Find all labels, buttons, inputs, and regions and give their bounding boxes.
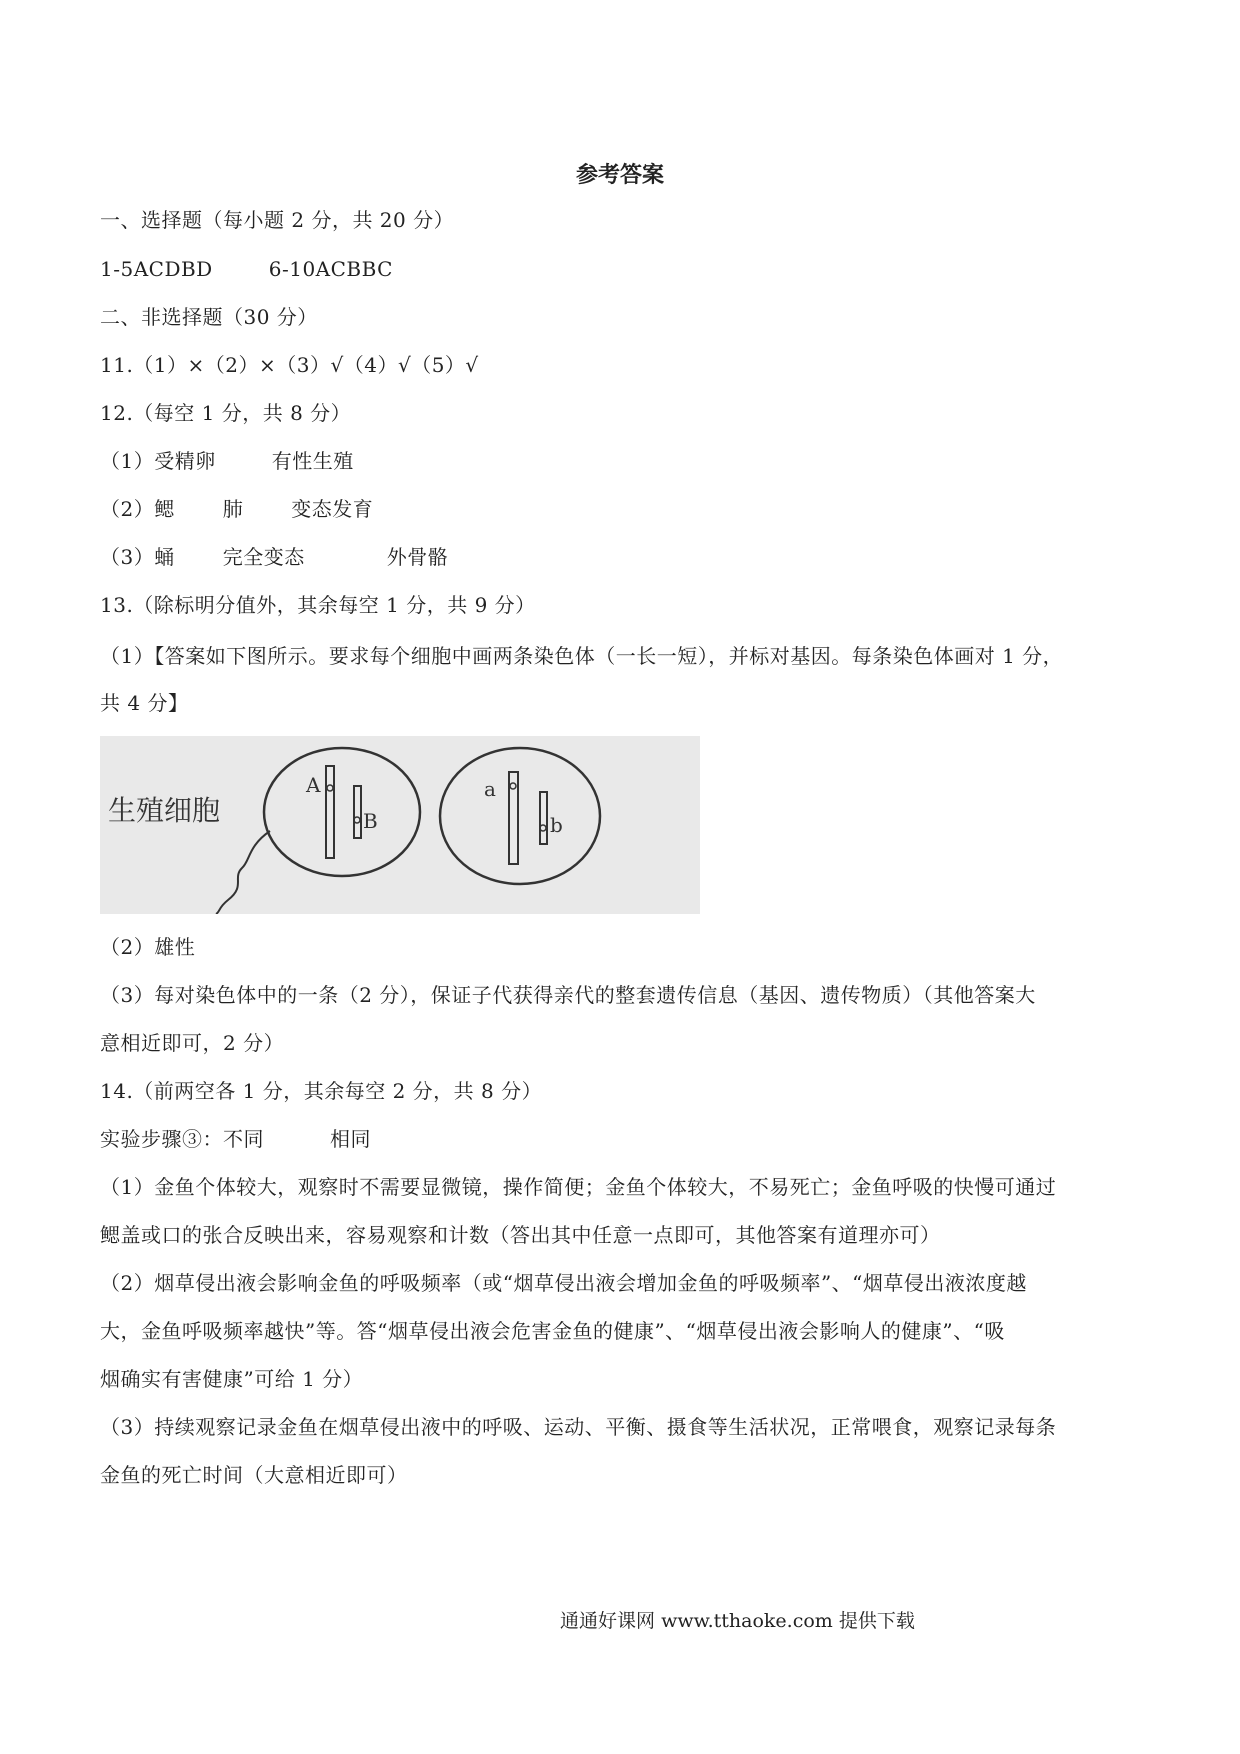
- q14-2-line-1: （2）烟草侵出液会影响金鱼的呼吸频率（或“烟草侵出液会增加金鱼的呼吸频率”、“烟草侵出液浓度越: [100, 1271, 1027, 1295]
- figure-label: 生殖细胞: [108, 794, 221, 827]
- page-title: 参考答案: [575, 162, 664, 188]
- q12-1-answer-b: 有性生殖: [271, 449, 354, 473]
- q12-3-answer-a: （3）蛹: [100, 545, 175, 569]
- q12-line-3: [100, 544, 1110, 570]
- q13-3-line-2: 意相近即可，2 分）: [100, 1031, 285, 1055]
- q12-2-answer-a: （2）鳃: [100, 497, 175, 521]
- choice-answers: [100, 256, 1110, 282]
- germ-cell-1: [264, 748, 420, 876]
- gene-label-B: B: [363, 809, 378, 833]
- gene-locus-A: [327, 785, 333, 791]
- q14-step: [100, 1126, 1110, 1152]
- q14-step-answer-b: 相同: [330, 1127, 371, 1151]
- q14-heading: 14.（前两空各 1 分，其余每空 2 分，共 8 分）: [100, 1079, 543, 1103]
- choice-answers-1-5: 1-5ACDBD: [100, 257, 213, 281]
- q14-step-answer-a: 实验步骤③：不同: [100, 1127, 264, 1151]
- q12-1-answer-a: （1）受精卵: [100, 449, 216, 473]
- q12-line-1: [100, 448, 1110, 474]
- q13-1-line-1: （1）【答案如下图所示。要求每个细胞中画两条染色体（一长一短），并标对基因。每条染色体画对 1 分，: [100, 644, 1064, 668]
- gene-label-A: A: [306, 773, 321, 797]
- chromosome-long-1: [326, 766, 334, 858]
- q14-3-line-2: 金鱼的死亡时间（大意相近即可）: [100, 1463, 408, 1487]
- q11-answer: 11.（1）×（2）×（3）√（4）√（5）√: [100, 353, 479, 377]
- q12-line-2: [100, 496, 1110, 522]
- germ-cell-2: [440, 748, 600, 884]
- footer-url[interactable]: www.tthaoke.com: [661, 1610, 833, 1632]
- q14-1-line-2: 鳃盖或口的张合反映出来，容易观察和计数（答出其中任意一点即可，其他答案有道理亦可）: [100, 1223, 941, 1247]
- section1-heading: 一、选择题（每小题 2 分，共 20 分）: [100, 208, 455, 232]
- q14-2-line-3: 烟确实有害健康”可给 1 分）: [100, 1367, 364, 1391]
- germ-cell-figure: [100, 736, 700, 914]
- q12-heading: 12.（每空 1 分，共 8 分）: [100, 401, 352, 425]
- section2-heading: 二、非选择题（30 分）: [100, 305, 318, 329]
- q13-2-answer: （2）雄性: [100, 935, 196, 959]
- footer-site-name: 通通好课网: [560, 1610, 656, 1632]
- footer-suffix: 提供下载: [838, 1610, 915, 1632]
- q13-3-line-1: （3）每对染色体中的一条（2 分），保证子代获得亲代的整套遗传信息（基因、遗传物质）（其他答案大: [100, 983, 1036, 1007]
- gene-label-a: a: [484, 777, 496, 801]
- q13-1-line-2: 共 4 分】: [100, 691, 189, 715]
- q12-3-answer-c: 外骨骼: [386, 545, 449, 569]
- q14-3-line-1: （3）持续观察记录金鱼在烟草侵出液中的呼吸、运动、平衡、摄食等生活状况，正常喂食，观察记录每条: [100, 1415, 1057, 1439]
- gene-label-b: b: [550, 813, 563, 837]
- q14-1-line-1: （1）金鱼个体较大，观察时不需要显微镜，操作简便；金鱼个体较大，不易死亡；金鱼呼吸的快慢可通过: [100, 1175, 1057, 1199]
- q12-3-answer-b: 完全变态: [222, 545, 305, 569]
- page-footer: [560, 1606, 915, 1633]
- chromosome-short-2: [540, 792, 547, 844]
- q14-2-line-2: 大，金鱼呼吸频率越快”等。答“烟草侵出液会危害金鱼的健康”、“烟草侵出液会影响人的健康”、“吸: [100, 1319, 1005, 1343]
- choice-answers-6-10: 6-10ACBBC: [268, 257, 393, 281]
- sperm-tail: [216, 831, 270, 914]
- chromosome-short-1: [354, 786, 361, 838]
- gene-locus-a: [510, 783, 516, 789]
- q12-2-answer-c: 变态发育: [291, 497, 374, 521]
- q12-2-answer-b: 肺: [222, 497, 244, 521]
- q13-heading: 13.（除标明分值外，其余每空 1 分，共 9 分）: [100, 593, 536, 617]
